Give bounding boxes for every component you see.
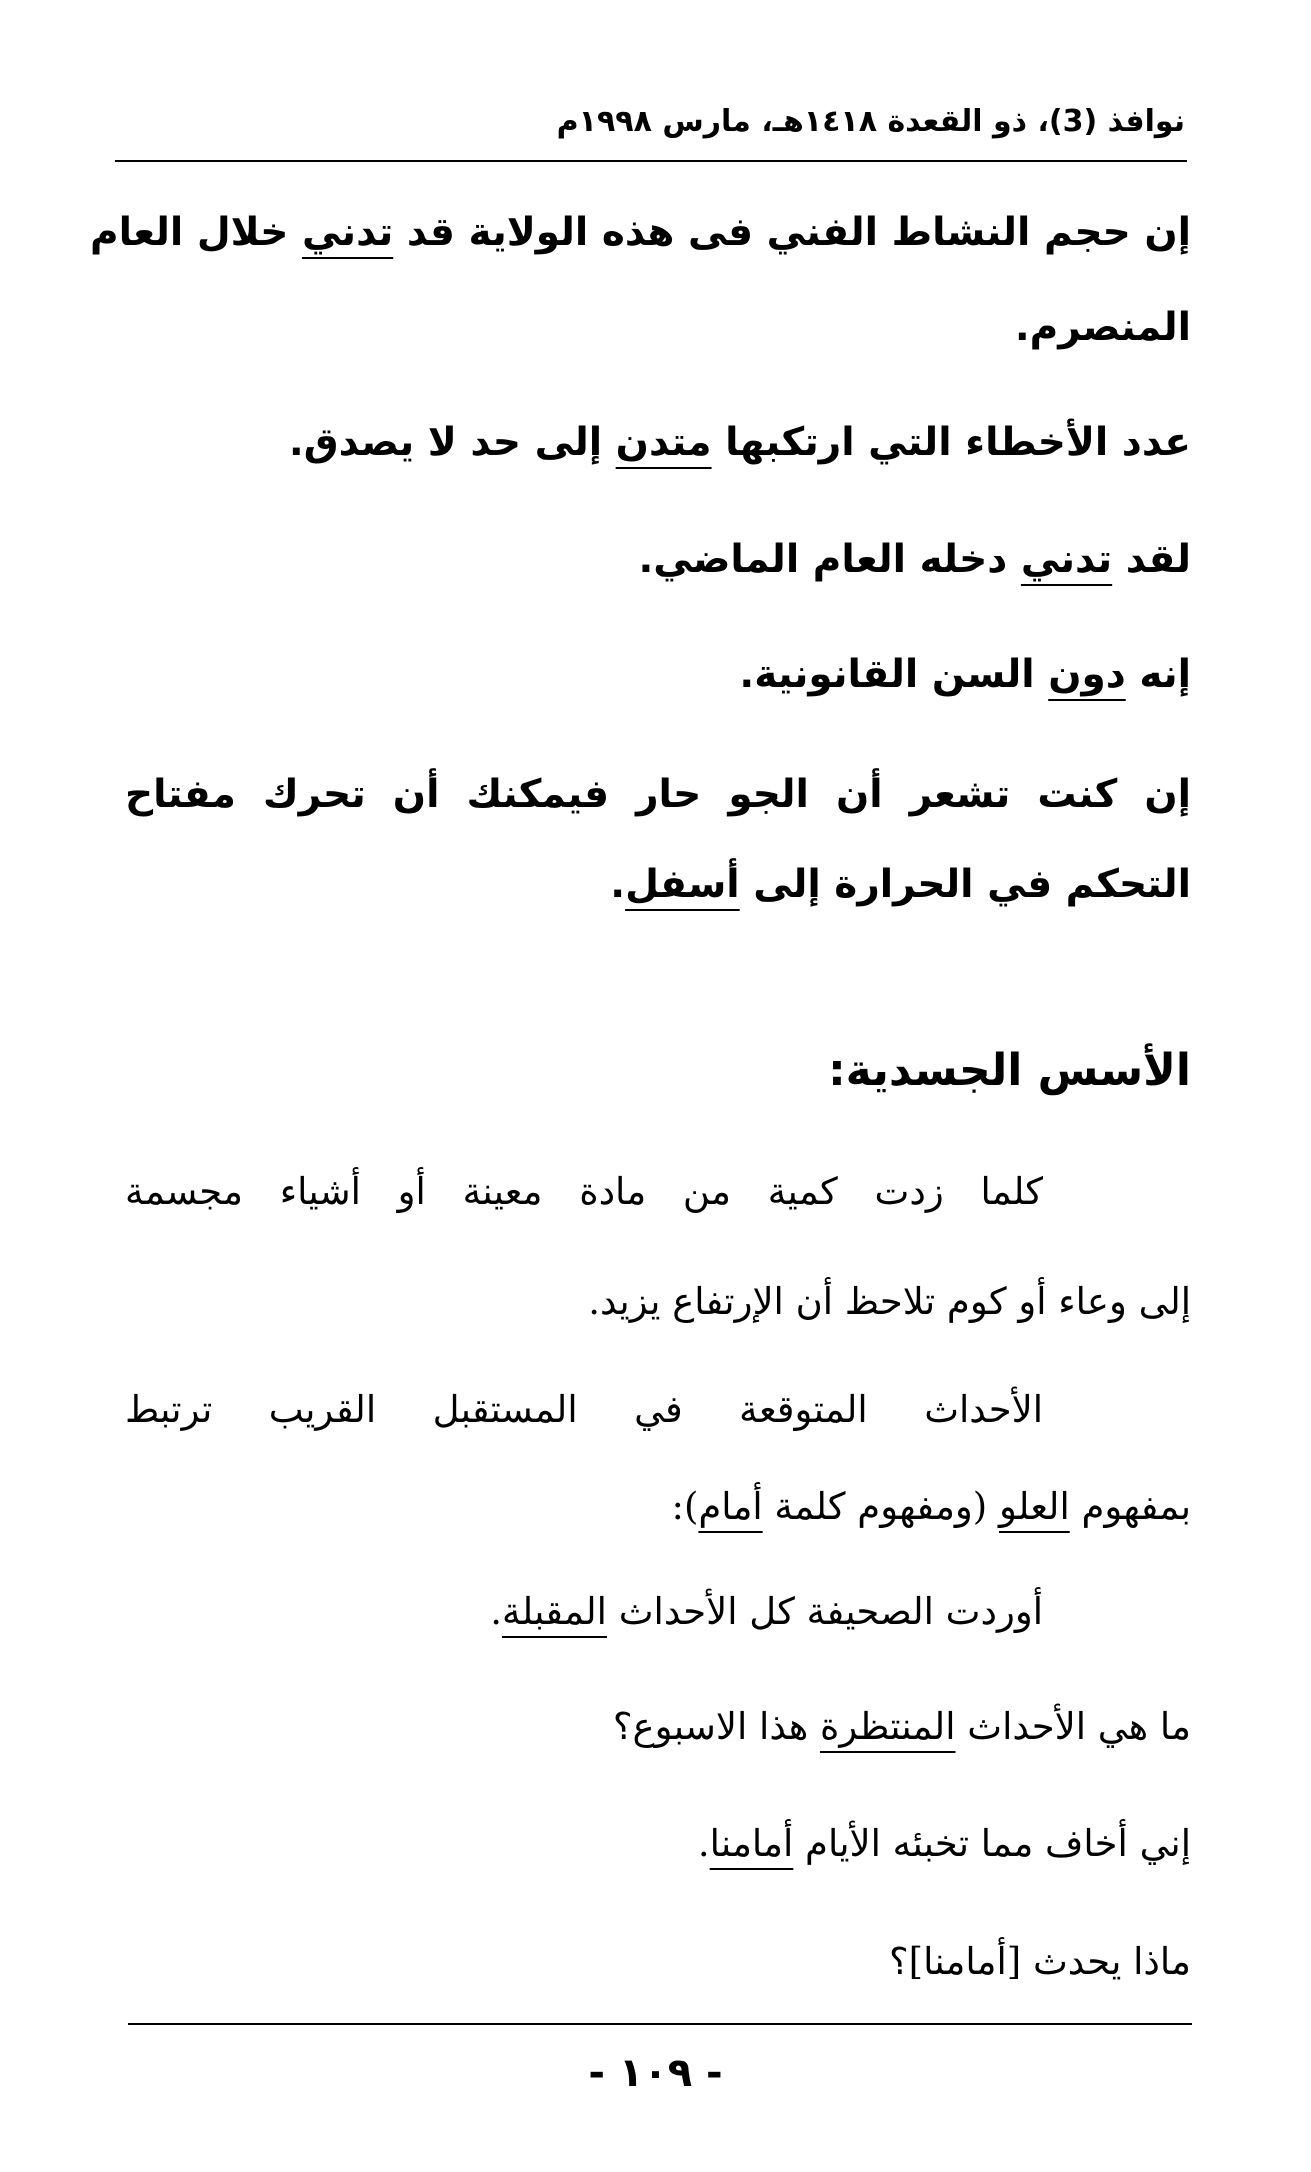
underlined-term: المنتظرة (820, 1705, 956, 1748)
underlined-term: أمام (698, 1485, 763, 1528)
underlined-term: تدني (301, 210, 394, 255)
footer-rule (128, 2023, 1192, 2025)
paragraph-1-line-1 (90, 210, 1191, 255)
header-rule (115, 160, 1187, 162)
underlined-term: المقبلة (502, 1590, 607, 1633)
paragraph-7-line-2 (671, 1485, 1191, 1528)
paragraph-3 (638, 537, 1191, 582)
page-number: - ١٠٩ - (588, 2050, 723, 2096)
text-segment: السن القانونية. (739, 652, 1049, 697)
text-segment: خلال العام (90, 210, 302, 255)
paragraph-1-line-2: المنصرم. (1014, 305, 1191, 350)
example-1 (490, 1590, 1043, 1633)
running-header: نوافذ (3)، ذو القعدة ١٤١٨هـ، مارس ١٩٩٨م (556, 104, 1185, 139)
paragraph-6-line-2: إلى وعاء أو كوم تلاحظ أن الإرتفاع يزيد. (588, 1280, 1191, 1323)
text-segment: ): (671, 1485, 699, 1528)
text-segment: أوردت الصحيفة كل الأحداث (606, 1590, 1043, 1633)
text-segment: إنه (1125, 652, 1191, 697)
text-segment: لقد (1112, 537, 1191, 582)
text-segment: إني أخاف مما تخبئه الأيام (793, 1822, 1191, 1865)
paragraph-6-line-1: كلما زدت كمية من مادة معينة أو أشياء مجسمة (125, 1170, 1043, 1213)
text-segment: (ومفهوم كلمة (762, 1485, 999, 1528)
text-segment: ما هي الأحداث (955, 1705, 1191, 1748)
example-2 (613, 1705, 1191, 1748)
example-4: ماذا يحدث [أمامنا]؟ (889, 1940, 1191, 1983)
paragraph-4 (739, 652, 1191, 697)
text-segment: هذا الاسبوع؟ (612, 1705, 821, 1748)
example-3 (698, 1822, 1191, 1865)
text-segment: التحكم في الحرارة إلى (739, 862, 1191, 907)
section-heading: الأسس الجسدية: (828, 1045, 1191, 1096)
paragraph-2 (289, 420, 1191, 465)
underlined-term: دون (1048, 652, 1126, 697)
text-segment: . (610, 862, 626, 907)
text-segment: . (697, 1822, 710, 1865)
text-segment: . (490, 1590, 503, 1633)
paragraph-5-line-2 (610, 862, 1191, 907)
underlined-term: أمامنا (709, 1822, 794, 1865)
underlined-term: العلو (998, 1485, 1070, 1528)
paragraph-7-line-1: الأحداث المتوقعة في المستقبل القريب ترتبط (125, 1388, 1043, 1431)
paragraph-5-line-1: إن كنت تشعر أن الجو حار فيمكنك أن تحرك مفتاح (125, 772, 1191, 817)
underlined-term: أسفل (625, 862, 740, 907)
underlined-term: تدني (1020, 537, 1113, 582)
text-segment: إن حجم النشاط الفني فى هذه الولاية قد (393, 210, 1191, 255)
text-segment: بمفهوم (1069, 1485, 1191, 1528)
text-segment: إلى حد لا يصدق. (288, 420, 616, 465)
text-segment: دخله العام الماضي. (638, 537, 1021, 582)
underlined-term: متدن (615, 420, 712, 465)
text-segment: عدد الأخطاء التي ارتكبها (711, 420, 1191, 465)
